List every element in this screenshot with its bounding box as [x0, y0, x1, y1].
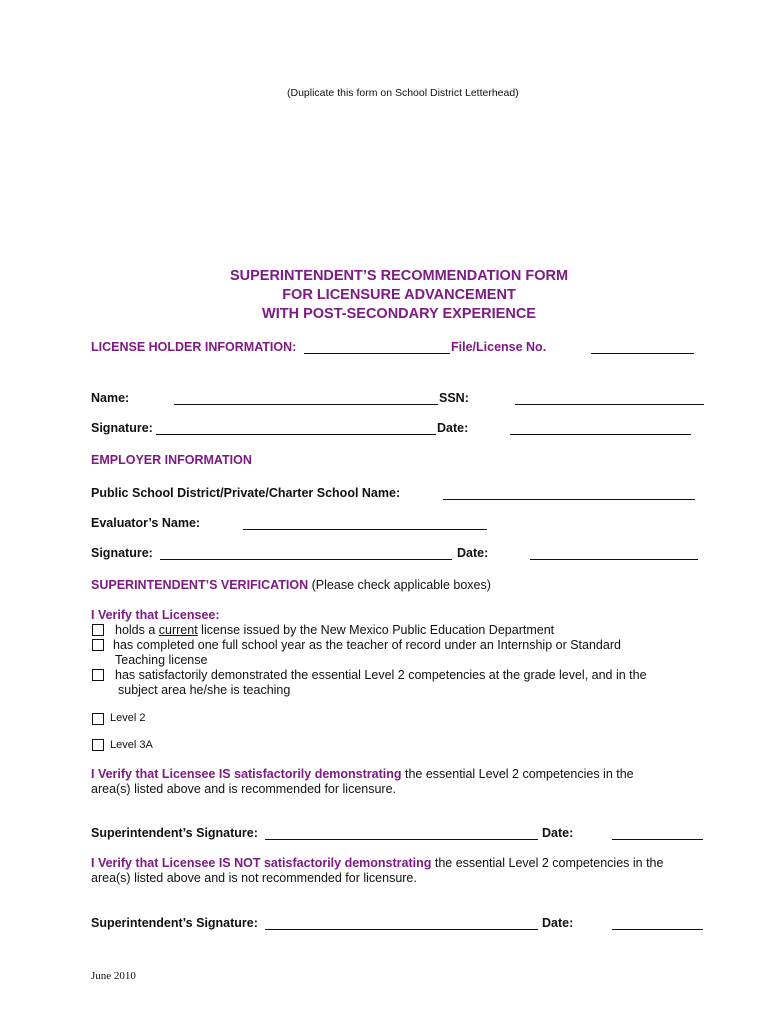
- checkbox-level-2[interactable]: [92, 713, 104, 725]
- verify-heading: I Verify that Licensee:: [91, 608, 220, 622]
- not-recommend-rest: the essential Level 2 competencies in the: [431, 856, 664, 870]
- not-recommend-date-label: Date:: [542, 916, 574, 930]
- item1-pre: holds a: [115, 623, 159, 637]
- employer-date-label: Date:: [457, 546, 489, 560]
- evaluator-field[interactable]: [243, 529, 487, 530]
- form-title-line2: FOR LICENSURE ADVANCEMENT: [282, 287, 516, 303]
- evaluator-label: Evaluator’s Name:: [91, 516, 201, 530]
- level-2-label: Level 2: [110, 712, 146, 724]
- not-recommend-signature-field[interactable]: [265, 929, 538, 930]
- recommend-signature-field[interactable]: [265, 839, 538, 840]
- ssn-field[interactable]: [515, 404, 704, 405]
- file-license-field[interactable]: [591, 353, 694, 354]
- not-recommend-date-field[interactable]: [612, 929, 703, 930]
- not-recommend-statement-line1: [91, 856, 663, 870]
- verification-section-label: SUPERINTENDENT’S VERIFICATION: [91, 578, 309, 592]
- license-holder-section-label: LICENSE HOLDER INFORMATION:: [91, 340, 297, 354]
- recommend-statement-line2: area(s) listed above and is recommended for licensure.: [91, 782, 397, 796]
- footer-date: June 2010: [91, 970, 136, 982]
- not-recommend-signature-label: Superintendent’s Signature:: [91, 916, 258, 930]
- recommend-signature-label: Superintendent’s Signature:: [91, 826, 258, 840]
- item1-post: license issued by the New Mexico Public Education Department: [197, 623, 555, 637]
- level-3a-label: Level 3A: [110, 739, 153, 751]
- name-label: Name:: [91, 391, 130, 405]
- item-current-license: [115, 623, 554, 637]
- verification-section: [91, 578, 491, 592]
- checkbox-competencies[interactable]: [92, 669, 104, 681]
- verification-note: (Please check applicable boxes): [311, 578, 491, 592]
- item-competencies-line2: subject area he/she is teaching: [118, 683, 291, 697]
- recommend-rest: the essential Level 2 competencies in the: [401, 767, 634, 781]
- checkbox-full-school-year[interactable]: [92, 639, 104, 651]
- district-field[interactable]: [443, 499, 695, 500]
- holder-date-label: Date:: [437, 421, 469, 435]
- recommend-date-field[interactable]: [612, 839, 703, 840]
- recommend-bold: I Verify that Licensee IS satisfactorily demonstrating: [91, 767, 402, 781]
- form-title-line1: SUPERINTENDENT’S RECOMMENDATION FORM: [229, 268, 569, 284]
- recommend-statement-line1: [91, 767, 634, 781]
- employer-section-label: EMPLOYER INFORMATION: [91, 453, 252, 467]
- employer-signature-label: Signature:: [91, 546, 153, 560]
- holder-signature-field[interactable]: [156, 434, 436, 435]
- form-title-line3: WITH POST-SECONDARY EXPERIENCE: [262, 306, 536, 322]
- item-competencies-line1: has satisfactorily demonstrated the essential Level 2 competencies at the grade level, and in the: [115, 668, 647, 682]
- checkbox-current-license[interactable]: [92, 624, 104, 636]
- not-recommend-bold: I Verify that Licensee IS NOT satisfactorily demonstrating: [91, 856, 432, 870]
- holder-signature-label: Signature:: [91, 421, 153, 435]
- employer-signature-field[interactable]: [160, 559, 452, 560]
- employer-date-field[interactable]: [530, 559, 698, 560]
- holder-date-field[interactable]: [510, 434, 691, 435]
- item-full-school-year-line2: Teaching license: [115, 653, 208, 667]
- letterhead-note: (Duplicate this form on School District Letterhead): [287, 87, 519, 99]
- ssn-label: SSN:: [439, 391, 469, 405]
- license-holder-blank[interactable]: [304, 353, 450, 354]
- item1-underlined: current: [158, 623, 198, 637]
- item-full-school-year-line1: has completed one full school year as the teacher of record under an Internship or Standard: [113, 638, 621, 652]
- district-label: Public School District/Private/Charter School Name:: [91, 486, 401, 500]
- recommend-date-label: Date:: [542, 826, 574, 840]
- file-license-label: File/License No.: [451, 340, 547, 354]
- not-recommend-statement-line2: area(s) listed above and is not recommended for licensure.: [91, 871, 417, 885]
- checkbox-level-3a[interactable]: [92, 739, 104, 751]
- name-field[interactable]: [174, 404, 438, 405]
